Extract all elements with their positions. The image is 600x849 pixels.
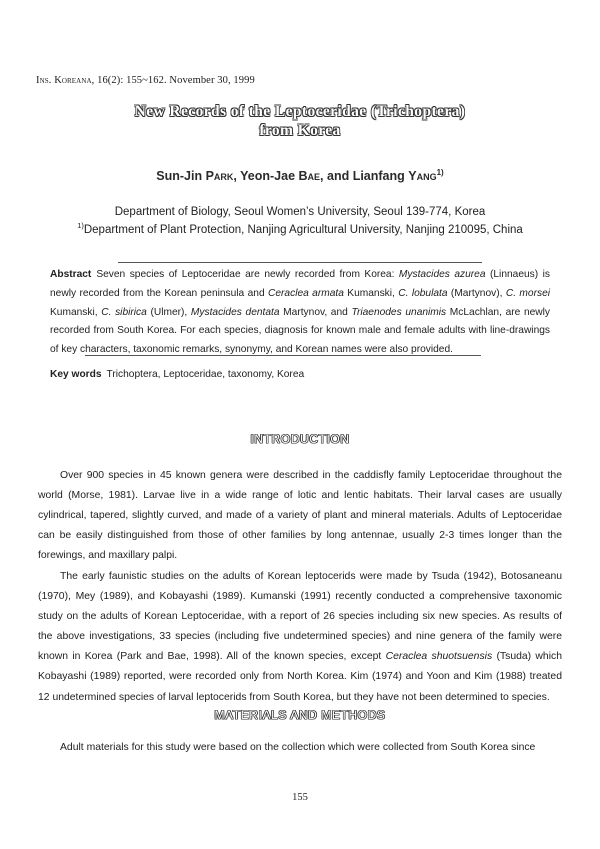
paragraph-text: (Tsuda) which Kobayashi (1989) reported, were recorded only from North Korea. Kim (1974) and Yoon and Kim (1988) treated 12 undetermined species of larval leptocerids from South Korea, but they have not been determined to species. — [38, 651, 562, 703]
journal-name: Ins. Koreana — [36, 75, 92, 86]
introduction-heading: INTRODUCTION — [250, 432, 350, 446]
species-name: C. lobulata — [398, 287, 448, 299]
affiliation-2-mark: 1) — [77, 221, 84, 230]
journal-citation — [36, 75, 255, 86]
author-3-affiliation-mark: 1) — [436, 168, 444, 177]
author-1-given: Sun-Jin — [156, 169, 206, 184]
abstract-label: Abstract — [50, 269, 92, 280]
author-2-given: Yeon-Jae — [240, 169, 299, 184]
abstract-text: (Ulmer), — [146, 306, 191, 318]
page-number: 155 — [292, 792, 308, 803]
keywords-text: Trichoptera, Leptoceridae, taxonomy, Korea — [106, 369, 305, 380]
author-list — [0, 168, 600, 183]
species-name: Mystacides dentata — [190, 306, 280, 318]
abstract-text: McLachlan, are newly recorded from South Korea. For each species, diagnosis for known male and female adults with line-drawings of key characters, taxonomic remarks, synonymy, and Korean names were also provided. — [50, 306, 550, 356]
species-name: Triaenodes unanimis — [351, 306, 447, 318]
paper-title-line-2: from Korea — [259, 122, 341, 139]
species-name: C. morsei — [505, 287, 550, 299]
abstract-text: Kumanski, — [50, 306, 102, 318]
keywords — [50, 369, 550, 380]
journal-issue: , 16(2): 155~162. November 30, 1999 — [91, 75, 255, 86]
affiliation-2 — [0, 221, 600, 236]
author-3-family: Yang — [408, 169, 437, 184]
abstract-text: (Linnaeus) is newly recorded from the Korean peninsula and — [50, 269, 550, 299]
species-name: Ceraclea armata — [268, 287, 344, 299]
introduction-paragraph-1: Over 900 species in 45 known genera were described in the caddisfly family Leptoceridae throughout the world (Morse, 1981). Larvae live in a wide range of lotic and lentic habitats. Their larval cases are usually cylindrical, tapered, slightly curved, and made of a variety of plant and mineral materials. Adults of Leptoceridae can be easily distinguished from those of other families by long antennae, usually 2-3 times longer than the forewings, and maxillary palpi. — [38, 470, 562, 562]
author-1-family: Park — [205, 169, 234, 184]
paper-title-line-1: New Records of the Leptoceridae (Trichoptera) — [134, 103, 466, 120]
keywords-label: Key words — [50, 369, 102, 380]
author-separator-2: , and — [320, 169, 353, 184]
species-name: C. sibirica — [101, 306, 147, 318]
abstract-top-rule — [118, 262, 482, 263]
affiliation-2-text: Department of Plant Protection, Nanjing Agricultural University, Nanjing 210095, China — [83, 223, 523, 236]
abstract-text: Kumanski, — [343, 287, 399, 299]
abstract-text: Seven species of Leptoceridae are newly recorded from Korea: — [96, 269, 399, 280]
species-name: Mystacides azurea — [398, 269, 486, 280]
introduction-paragraph-2 — [38, 567, 562, 708]
paragraph-text: The early faunistic studies on the adults of Korean leptocerids were made by Tsuda (1942), Botosaneanu (1970), Mey (1989), and Kobayashi (1989). Kumanski (1991) recently conducted a comprehensive taxonomic study on the adults of Korean Leptoceridae, with a report of 26 species including six new species. As results of the above investigations, 33 species (including five undetermined species) and nine genera of the family were known in Korea (Park and Bae, 1998). All of the known species, except — [38, 571, 562, 663]
abstract-bottom-rule — [85, 355, 481, 356]
author-separator-1: , — [233, 169, 241, 184]
methods-paragraph-1: Adult materials for this study were based on the collection which were collected from South Korea since — [60, 742, 536, 753]
author-3-given: Lianfang — [352, 169, 409, 184]
abstract-text: Martynov, and — [279, 306, 352, 318]
abstract — [50, 266, 550, 360]
affiliation-1: Department of Biology, Seoul Women’s University, Seoul 139-774, Korea — [114, 206, 486, 218]
abstract-text: (Martynov), — [447, 287, 506, 299]
species-name: Ceraclea shuotsuensis — [385, 651, 493, 663]
author-2-family: Bae — [298, 169, 321, 184]
methods-heading: MATERIALS AND METHODS — [214, 708, 386, 722]
